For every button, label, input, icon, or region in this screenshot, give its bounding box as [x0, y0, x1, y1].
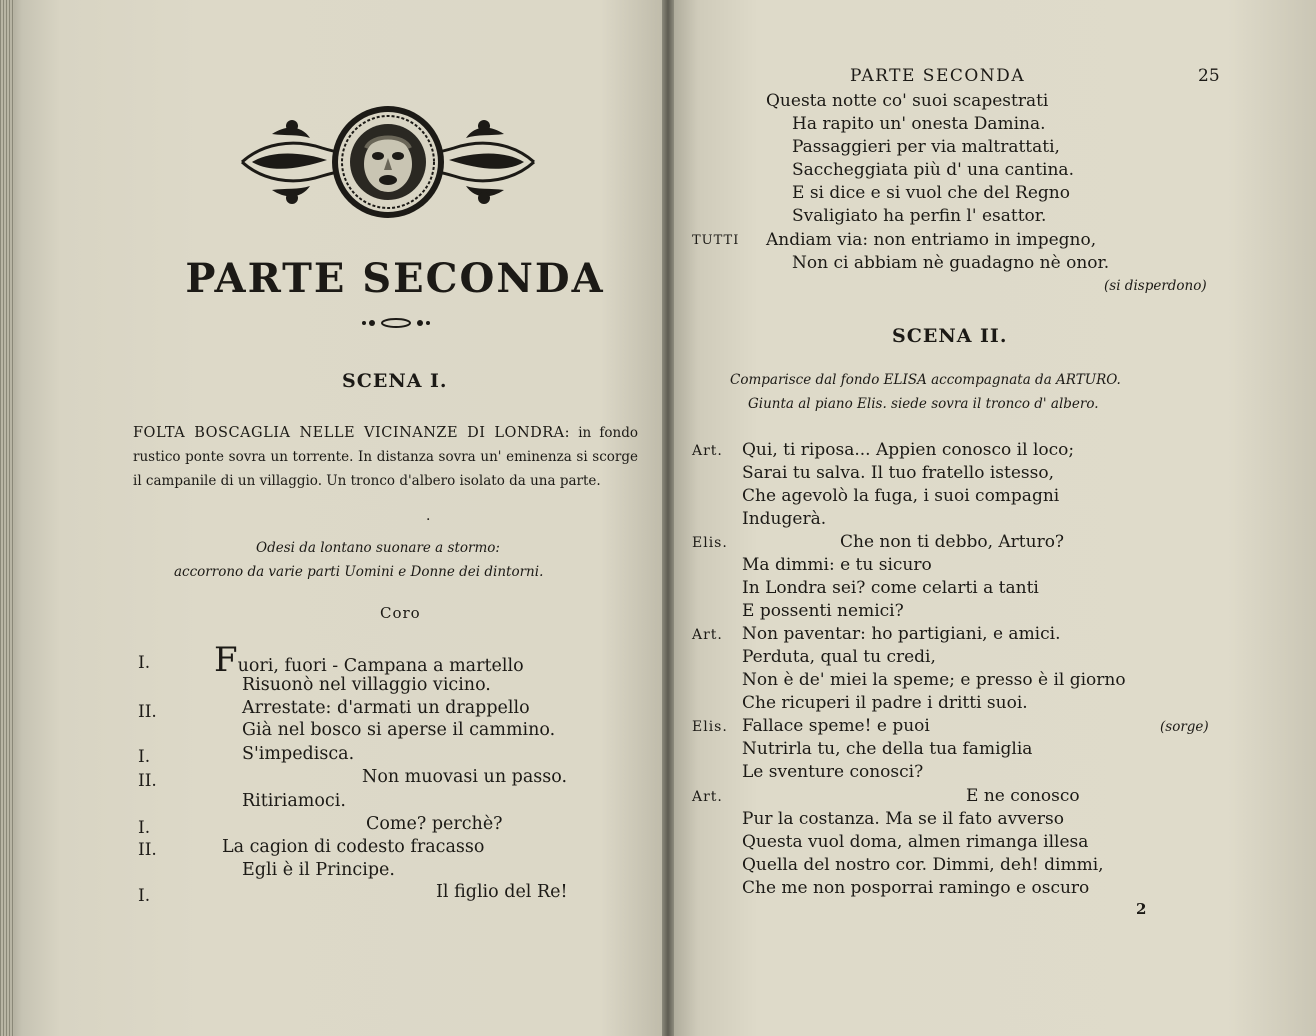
verse-line: Svaligiato ha perfin l' esattor. [792, 206, 1047, 226]
divider-ornament [360, 316, 432, 330]
verse-line: Risuonò nel villaggio vicino. [242, 675, 491, 695]
signature-mark: 2 [1136, 900, 1147, 918]
speaker-label: Art. [692, 443, 723, 459]
speaker-label: TUTTI [692, 233, 740, 248]
part-title: PARTE SECONDA [185, 255, 605, 302]
verse-line: E si dice e si vuol che del Regno [792, 183, 1070, 203]
verse-line: S'impedisca. [242, 744, 355, 764]
scene-setting [133, 421, 638, 493]
speaker-label: Elis. [692, 719, 728, 735]
speaker-label: II. [138, 702, 157, 722]
verse-line: Che non ti debbo, Arturo? [840, 532, 1065, 552]
verse-line: Quella del nostro cor. Dimmi, deh! dimmi, [742, 855, 1104, 875]
verse-line: Perduta, qual tu credi, [742, 647, 936, 667]
speaker-label: I. [138, 653, 151, 673]
verse-line: E possenti nemici? [742, 601, 904, 621]
verse-line: Qui, ti riposa... Appien conosco il loco; [742, 440, 1075, 460]
verse-line: Come? perchè? [366, 814, 503, 834]
verse-line: Indugerà. [742, 509, 827, 529]
setting-description: in fondo rustico ponte sovra un torrente. In distanza sovra un' eminenza si scorge il campanile di un villaggio. Un tronco d'albero isolato da una parte. [133, 425, 638, 489]
verse-line: Sarai tu salva. Il tuo fratello istesso, [742, 463, 1054, 483]
verse-line: Non paventar: ho partigiani, e amici. [742, 624, 1061, 644]
scene-title: SCENA I. [342, 370, 448, 392]
verse-line: Che me non posporrai ramingo e oscuro [742, 878, 1090, 898]
stage-direction: (si disperdono) [1104, 278, 1207, 294]
verse-line: E ne conosco [966, 786, 1080, 806]
scene-title: SCENA II. [892, 325, 1008, 347]
verse-line: La cagion di codesto fracasso [222, 837, 485, 857]
verse-line: Ha rapito un' onesta Damina. [792, 114, 1046, 134]
page-edges [0, 0, 14, 1036]
stage-direction: Odesi da lontano suonare a stormo: [256, 540, 500, 556]
verse-line: Arrestate: d'armati un drappello [242, 698, 530, 718]
speaker-label: Art. [692, 789, 723, 805]
separator-dot: · [426, 512, 431, 528]
book-gutter [662, 0, 674, 1036]
verse-line: Non è de' miei la speme; e presso è il giorno [742, 670, 1126, 690]
stage-direction: Giunta al piano Elis. siede sovra il tronco d' albero. [748, 396, 1099, 412]
verse-line: Saccheggiata più d' una cantina. [792, 160, 1074, 180]
verse-line: Già nel bosco si aperse il cammino. [242, 720, 556, 740]
drop-cap: F [214, 640, 238, 680]
verse-line: Questa notte co' suoi scapestrati [766, 91, 1049, 111]
verse-line: Le sventure conosci? [742, 762, 924, 782]
setting-location: FOLTA BOSCAGLIA NELLE VICINANZE DI LONDRA: [133, 425, 571, 441]
stage-direction: (sorge) [1160, 719, 1209, 735]
verse-line: Fallace speme! e puoi [742, 716, 930, 736]
verse-line: In Londra sei? come celarti a tanti [742, 578, 1039, 598]
mask-ornament [232, 104, 544, 222]
speaker-label: II. [138, 771, 157, 791]
speaker-label: II. [138, 840, 157, 860]
speaker-label: I. [138, 747, 151, 767]
verse-line: Non muovasi un passo. [362, 767, 568, 787]
speaker-label: I. [138, 818, 151, 838]
speaker-label: Elis. [692, 535, 728, 551]
verse-line: Ritiriamoci. [242, 791, 346, 811]
running-header: PARTE SECONDA [850, 66, 1026, 86]
verse-line: Egli è il Principe. [242, 860, 395, 880]
verse-line: Che agevolò la fuga, i suoi compagni [742, 486, 1060, 506]
speaker-label: Art. [692, 627, 723, 643]
verse-line: Nutrirla tu, che della tua famiglia [742, 739, 1033, 759]
verse-line: Andiam via: non entriamo in impegno, [766, 230, 1097, 250]
verse-line: Questa vuol doma, almen rimanga illesa [742, 832, 1089, 852]
verse-line: Ma dimmi: e tu sicuro [742, 555, 932, 575]
page-number: 25 [1198, 66, 1220, 86]
stage-direction: Comparisce dal fondo ELISA accompagnata da ARTURO. [730, 372, 1121, 388]
verse-line: Il figlio del Re! [436, 882, 568, 902]
verse-line: Non ci abbiam nè guadagno nè onor. [792, 253, 1110, 273]
speaker-label: I. [138, 886, 151, 906]
verse-line: Pur la costanza. Ma se il fato avverso [742, 809, 1064, 829]
verse-line: Passaggieri per via maltrattati, [792, 137, 1060, 157]
verse-line: Che ricuperi il padre i dritti suoi. [742, 693, 1028, 713]
stage-direction: accorrono da varie parti Uomini e Donne dei dintorni. [174, 564, 544, 580]
chorus-label: Coro [380, 604, 421, 622]
verse-line: Fuori, fuori - Campana a martello [214, 640, 524, 680]
